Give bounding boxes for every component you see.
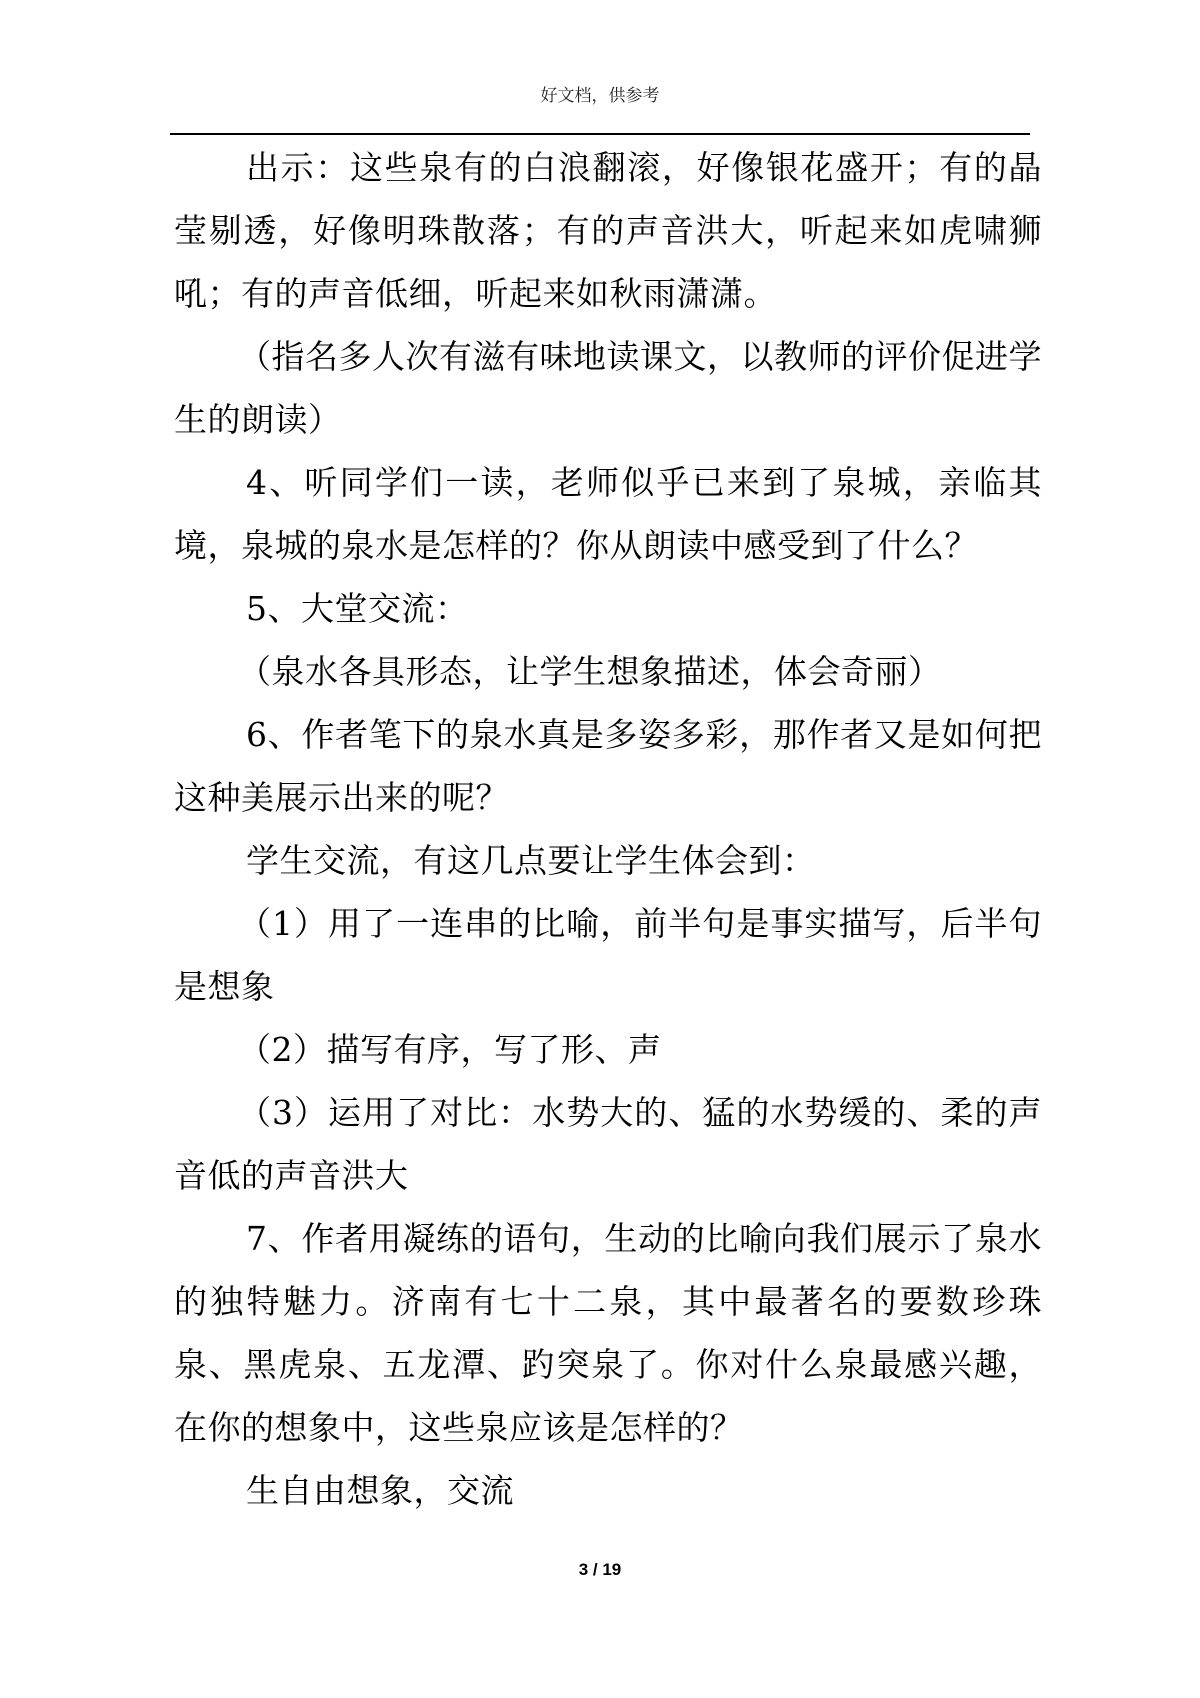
paragraph-item-5-note: （泉水各具形态，让学生想象描述，体会奇丽） [238, 652, 942, 691]
paragraph-item-7: 7、作者用凝练的语句，生动的比喻向我们展示了泉水的独特魅力。济南有七十二泉，其中最著名的要数珍珠泉、黑虎泉、五龙潭、趵突泉了。你对什么泉最感兴趣，在你的想象中，这些泉应该是怎样的？ [174, 1219, 1042, 1447]
paragraph-point-2: （2）描写有序，写了形、声 [238, 1030, 662, 1069]
paragraph-point-1: （1）用了一连串的比喻，前半句是事实描写，后半句是想象 [174, 904, 1042, 1006]
page-header: 好文档，供参考 [540, 86, 660, 106]
page-number: 3 / 19 [578, 1560, 622, 1579]
paragraph-quote-springs: 出示：这些泉有的白浪翻滚，好像银花盛开；有的晶莹剔透，好像明珠散落；有的声音洪大，听起来如虎啸狮吼；有的声音低细，听起来如秋雨潇潇。 [174, 148, 1042, 313]
paragraph-point-3: （3）运用了对比：水势大的、猛的水势缓的、柔的声音低的声音洪大 [174, 1093, 1042, 1195]
paragraph-item-5: 5、大堂交流： [246, 589, 469, 628]
paragraph-item-4: 4、听同学们一读，老师似乎已来到了泉城，亲临其境，泉城的泉水是怎样的？你从朗读中感受到了什么？ [174, 463, 1042, 565]
header-divider [170, 133, 1030, 135]
document-body [174, 136, 1042, 1522]
paragraph-reading-note: （指名多人次有滋有味地读课文，以教师的评价促进学生的朗读） [174, 337, 1042, 439]
paragraph-item-6: 6、作者笔下的泉水真是多姿多彩，那作者又是如何把这种美展示出来的呢？ [174, 715, 1042, 817]
paragraph-student-exchange: 学生交流，有这几点要让学生体会到： [246, 841, 816, 880]
paragraph-free-imagination: 生自由想象，交流 [246, 1471, 514, 1510]
